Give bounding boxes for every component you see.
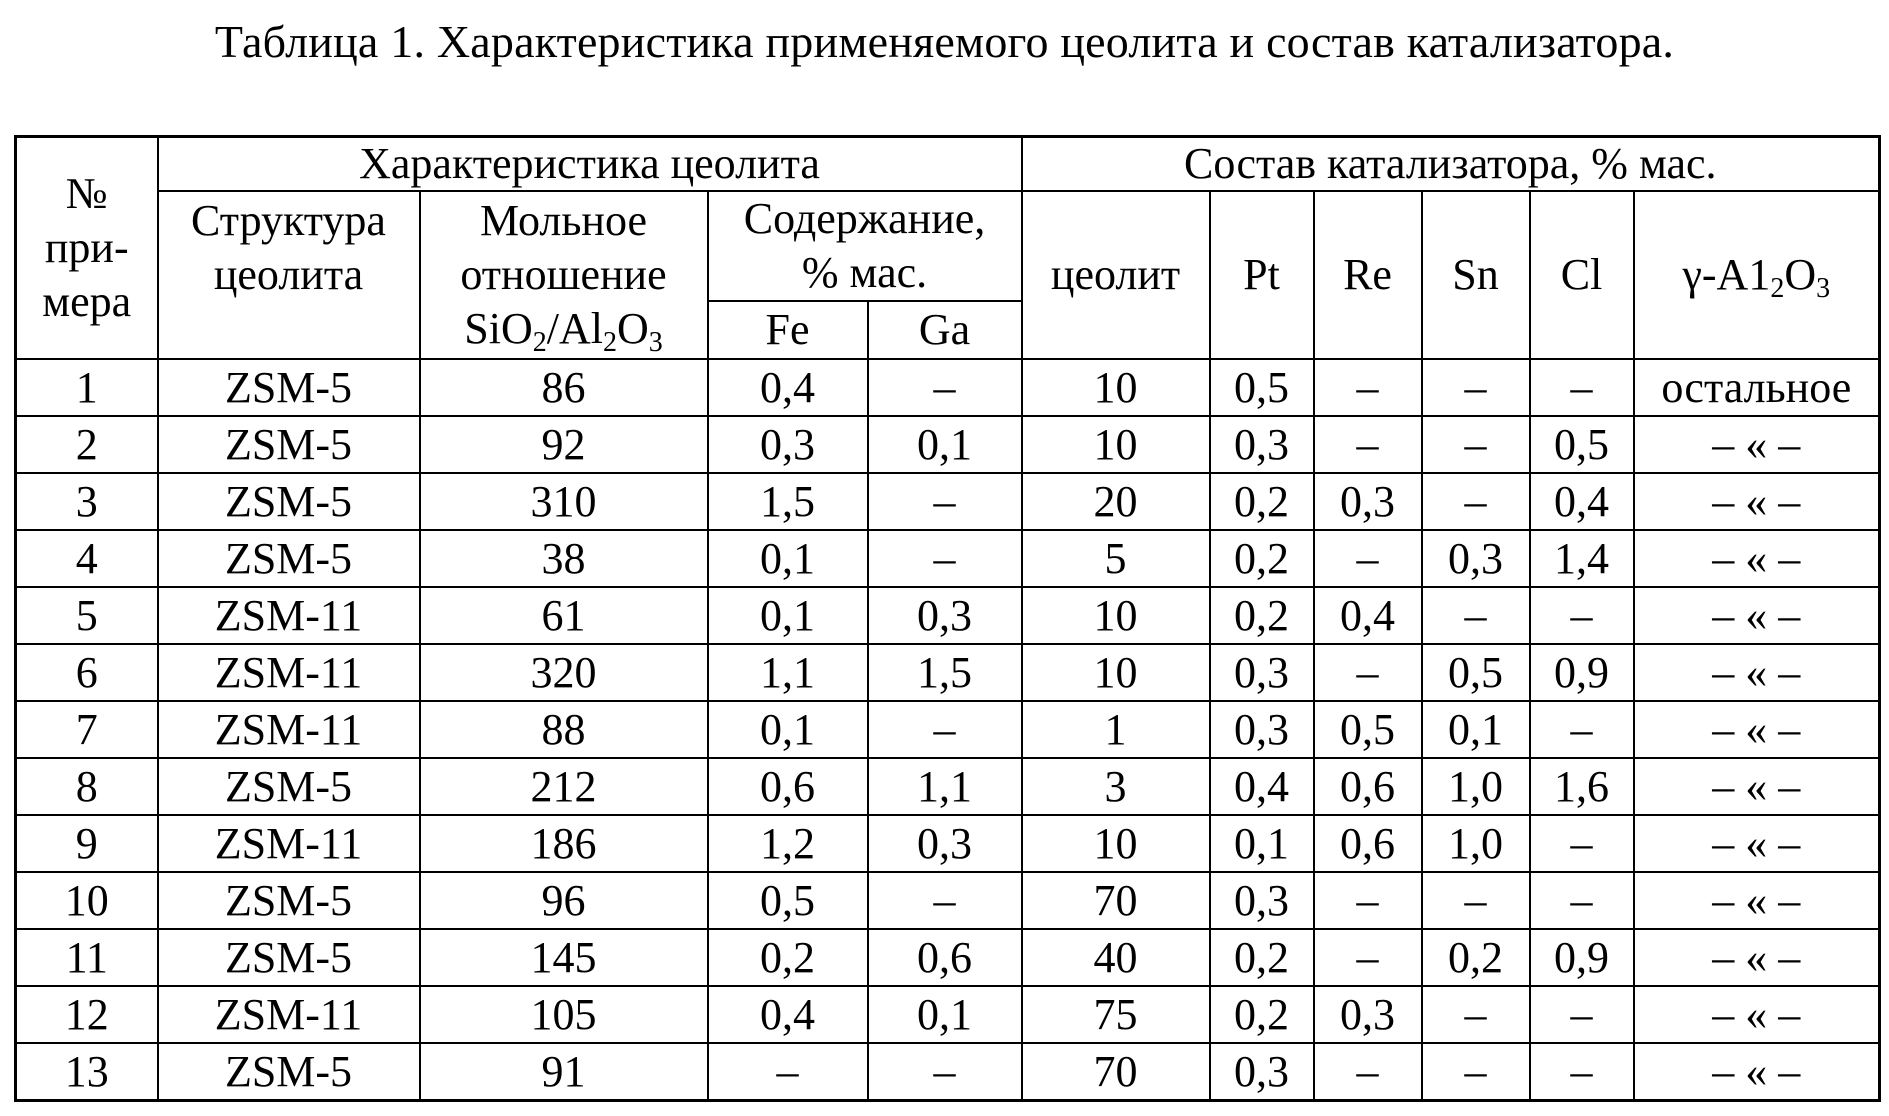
cell-pt: 0,2: [1210, 587, 1314, 644]
cell-molar-ratio: 92: [420, 416, 708, 473]
cell-zeolite-structure: ZSM-11: [158, 986, 420, 1043]
cell-pt: 0,2: [1210, 473, 1314, 530]
cell-sn: –: [1422, 1043, 1530, 1101]
cell-example-number: 9: [16, 815, 158, 872]
cell-zeolite: 3: [1022, 758, 1210, 815]
cell-sn: 0,2: [1422, 929, 1530, 986]
molar-ratio-formula: $SiO_2/Al_2O_3$: [464, 304, 663, 358]
cell-sn: 0,5: [1422, 644, 1530, 701]
cell-re: 0,4: [1314, 587, 1422, 644]
cell-ga: 0,6: [868, 929, 1022, 986]
table-row: [16, 359, 1880, 416]
cell-example-number: 13: [16, 1043, 158, 1101]
cell-fe: 1,2: [708, 815, 868, 872]
cell-zeolite: 75: [1022, 986, 1210, 1043]
cell-sn: –: [1422, 473, 1530, 530]
cell-zeolite: 1: [1022, 701, 1210, 758]
cell-cl: –: [1530, 815, 1634, 872]
cell-pt: 0,4: [1210, 758, 1314, 815]
cell-fe: 0,4: [708, 359, 868, 416]
cell-molar-ratio: 61: [420, 587, 708, 644]
cell-zeolite-structure: ZSM-11: [158, 701, 420, 758]
cell-pt: 0,3: [1210, 1043, 1314, 1101]
cell-molar-ratio: 86: [420, 359, 708, 416]
cell-ga: –: [868, 1043, 1022, 1101]
cell-ga: 0,1: [868, 986, 1022, 1043]
cell-zeolite-structure: ZSM-5: [158, 416, 420, 473]
cell-zeolite: 10: [1022, 359, 1210, 416]
cell-example-number: 1: [16, 359, 158, 416]
cell-re: –: [1314, 872, 1422, 929]
cell-example-number: 7: [16, 701, 158, 758]
header-catalyst-composition: Состав катализатора, % мас.: [1022, 137, 1880, 192]
cell-fe: 0,1: [708, 530, 868, 587]
table-row: [16, 872, 1880, 929]
table-row: [16, 644, 1880, 701]
table-row: [16, 587, 1880, 644]
cell-example-number: 6: [16, 644, 158, 701]
cell-zeolite-structure: ZSM-5: [158, 872, 420, 929]
cell-ga: –: [868, 872, 1022, 929]
cell-pt: 0,1: [1210, 815, 1314, 872]
cell-alumina: – « –: [1634, 986, 1880, 1043]
cell-alumina: – « –: [1634, 587, 1880, 644]
cell-cl: –: [1530, 359, 1634, 416]
cell-sn: –: [1422, 359, 1530, 416]
cell-molar-ratio: 320: [420, 644, 708, 701]
cell-zeolite-structure: ZSM-11: [158, 644, 420, 701]
header-molar-ratio: Мольное отношение $SiO_2/Al_2O_3$: [420, 191, 708, 359]
cell-fe: 0,6: [708, 758, 868, 815]
cell-zeolite-structure: ZSM-5: [158, 359, 420, 416]
cell-example-number: 3: [16, 473, 158, 530]
cell-zeolite: 10: [1022, 644, 1210, 701]
cell-zeolite-structure: ZSM-11: [158, 815, 420, 872]
cell-ga: –: [868, 701, 1022, 758]
cell-re: 0,5: [1314, 701, 1422, 758]
cell-re: 0,6: [1314, 815, 1422, 872]
cell-sn: –: [1422, 986, 1530, 1043]
cell-alumina: – « –: [1634, 473, 1880, 530]
cell-molar-ratio: 186: [420, 815, 708, 872]
cell-molar-ratio: 212: [420, 758, 708, 815]
cell-re: –: [1314, 929, 1422, 986]
cell-zeolite: 10: [1022, 416, 1210, 473]
cell-re: –: [1314, 416, 1422, 473]
cell-sn: –: [1422, 587, 1530, 644]
cell-molar-ratio: 38: [420, 530, 708, 587]
header-re: Re: [1314, 191, 1422, 359]
cell-fe: –: [708, 1043, 868, 1101]
cell-example-number: 5: [16, 587, 158, 644]
table-row: [16, 416, 1880, 473]
cell-cl: –: [1530, 1043, 1634, 1101]
table-row: [16, 929, 1880, 986]
cell-zeolite-structure: ZSM-5: [158, 929, 420, 986]
cell-fe: 0,5: [708, 872, 868, 929]
cell-example-number: 10: [16, 872, 158, 929]
cell-cl: 0,5: [1530, 416, 1634, 473]
cell-re: 0,3: [1314, 473, 1422, 530]
header-cl: Cl: [1530, 191, 1634, 359]
table-title: Таблица 1. Характеристика применяемого цеолита и состав катализатора.: [214, 16, 1675, 67]
cell-molar-ratio: 96: [420, 872, 708, 929]
table-row: [16, 473, 1880, 530]
cell-fe: 0,3: [708, 416, 868, 473]
cell-alumina: – « –: [1634, 758, 1880, 815]
cell-zeolite: 40: [1022, 929, 1210, 986]
cell-zeolite-structure: ZSM-5: [158, 530, 420, 587]
cell-molar-ratio: 310: [420, 473, 708, 530]
cell-ga: –: [868, 359, 1022, 416]
cell-example-number: 11: [16, 929, 158, 986]
cell-pt: 0,3: [1210, 701, 1314, 758]
cell-cl: –: [1530, 986, 1634, 1043]
cell-fe: 1,5: [708, 473, 868, 530]
header-example-number: № при- мера: [16, 137, 158, 360]
cell-re: –: [1314, 530, 1422, 587]
cell-sn: 0,1: [1422, 701, 1530, 758]
cell-alumina: – « –: [1634, 815, 1880, 872]
cell-cl: 1,4: [1530, 530, 1634, 587]
cell-fe: 0,1: [708, 701, 868, 758]
cell-ga: –: [868, 473, 1022, 530]
cell-molar-ratio: 105: [420, 986, 708, 1043]
cell-alumina: – « –: [1634, 701, 1880, 758]
cell-alumina: – « –: [1634, 872, 1880, 929]
cell-re: 0,3: [1314, 986, 1422, 1043]
cell-example-number: 2: [16, 416, 158, 473]
cell-fe: 0,1: [708, 587, 868, 644]
header-alumina: $\gamma-A1_2O_3$: [1634, 191, 1880, 359]
cell-ga: 0,3: [868, 815, 1022, 872]
header-content: Содержание, % мас.: [708, 191, 1022, 301]
cell-fe: 0,4: [708, 986, 868, 1043]
cell-ga: –: [868, 530, 1022, 587]
cell-zeolite-structure: ZSM-5: [158, 758, 420, 815]
table-row: [16, 701, 1880, 758]
cell-zeolite: 10: [1022, 815, 1210, 872]
cell-sn: 1,0: [1422, 758, 1530, 815]
cell-pt: 0,2: [1210, 530, 1314, 587]
cell-cl: 1,6: [1530, 758, 1634, 815]
cell-pt: 0,2: [1210, 986, 1314, 1043]
cell-alumina: – « –: [1634, 929, 1880, 986]
cell-pt: 0,3: [1210, 416, 1314, 473]
cell-zeolite: 20: [1022, 473, 1210, 530]
cell-alumina: остальное: [1634, 359, 1880, 416]
header-fe: Fe: [708, 301, 868, 359]
cell-pt: 0,5: [1210, 359, 1314, 416]
cell-zeolite-structure: ZSM-5: [158, 1043, 420, 1101]
cell-pt: 0,3: [1210, 644, 1314, 701]
cell-re: 0,6: [1314, 758, 1422, 815]
table-row: [16, 1043, 1880, 1101]
cell-molar-ratio: 88: [420, 701, 708, 758]
zeolite-catalyst-table: [14, 135, 1881, 1102]
cell-ga: 0,3: [868, 587, 1022, 644]
cell-pt: 0,2: [1210, 929, 1314, 986]
cell-cl: –: [1530, 701, 1634, 758]
table-row: [16, 530, 1880, 587]
table-body: [16, 359, 1880, 1101]
cell-cl: 0,9: [1530, 929, 1634, 986]
cell-example-number: 8: [16, 758, 158, 815]
cell-re: –: [1314, 644, 1422, 701]
cell-example-number: 4: [16, 530, 158, 587]
table-row: [16, 986, 1880, 1043]
cell-zeolite: 70: [1022, 1043, 1210, 1101]
cell-sn: 1,0: [1422, 815, 1530, 872]
cell-alumina: – « –: [1634, 1043, 1880, 1101]
cell-zeolite: 10: [1022, 587, 1210, 644]
cell-zeolite: 5: [1022, 530, 1210, 587]
header-pt: Pt: [1210, 191, 1314, 359]
table-row: [16, 758, 1880, 815]
cell-molar-ratio: 91: [420, 1043, 708, 1101]
header-zeolite-characteristics: Характеристика цеолита: [158, 137, 1022, 192]
cell-re: –: [1314, 1043, 1422, 1101]
header-zeolite-structure: Структура цеолита: [158, 191, 420, 359]
cell-cl: 0,4: [1530, 473, 1634, 530]
cell-cl: 0,9: [1530, 644, 1634, 701]
cell-ga: 0,1: [868, 416, 1022, 473]
cell-ga: 1,5: [868, 644, 1022, 701]
cell-re: –: [1314, 359, 1422, 416]
cell-molar-ratio: 145: [420, 929, 708, 986]
header-zeolite: цеолит: [1022, 191, 1210, 359]
cell-cl: –: [1530, 872, 1634, 929]
cell-cl: –: [1530, 587, 1634, 644]
cell-zeolite: 70: [1022, 872, 1210, 929]
cell-pt: 0,3: [1210, 872, 1314, 929]
cell-ga: 1,1: [868, 758, 1022, 815]
cell-sn: –: [1422, 872, 1530, 929]
cell-alumina: – « –: [1634, 530, 1880, 587]
cell-sn: 0,3: [1422, 530, 1530, 587]
cell-alumina: – « –: [1634, 644, 1880, 701]
table-row: [16, 815, 1880, 872]
cell-sn: –: [1422, 416, 1530, 473]
cell-alumina: – « –: [1634, 416, 1880, 473]
cell-fe: 0,2: [708, 929, 868, 986]
header-ga: Ga: [868, 301, 1022, 359]
cell-example-number: 12: [16, 986, 158, 1043]
cell-zeolite-structure: ZSM-5: [158, 473, 420, 530]
header-sn: Sn: [1422, 191, 1530, 359]
cell-fe: 1,1: [708, 644, 868, 701]
cell-zeolite-structure: ZSM-11: [158, 587, 420, 644]
